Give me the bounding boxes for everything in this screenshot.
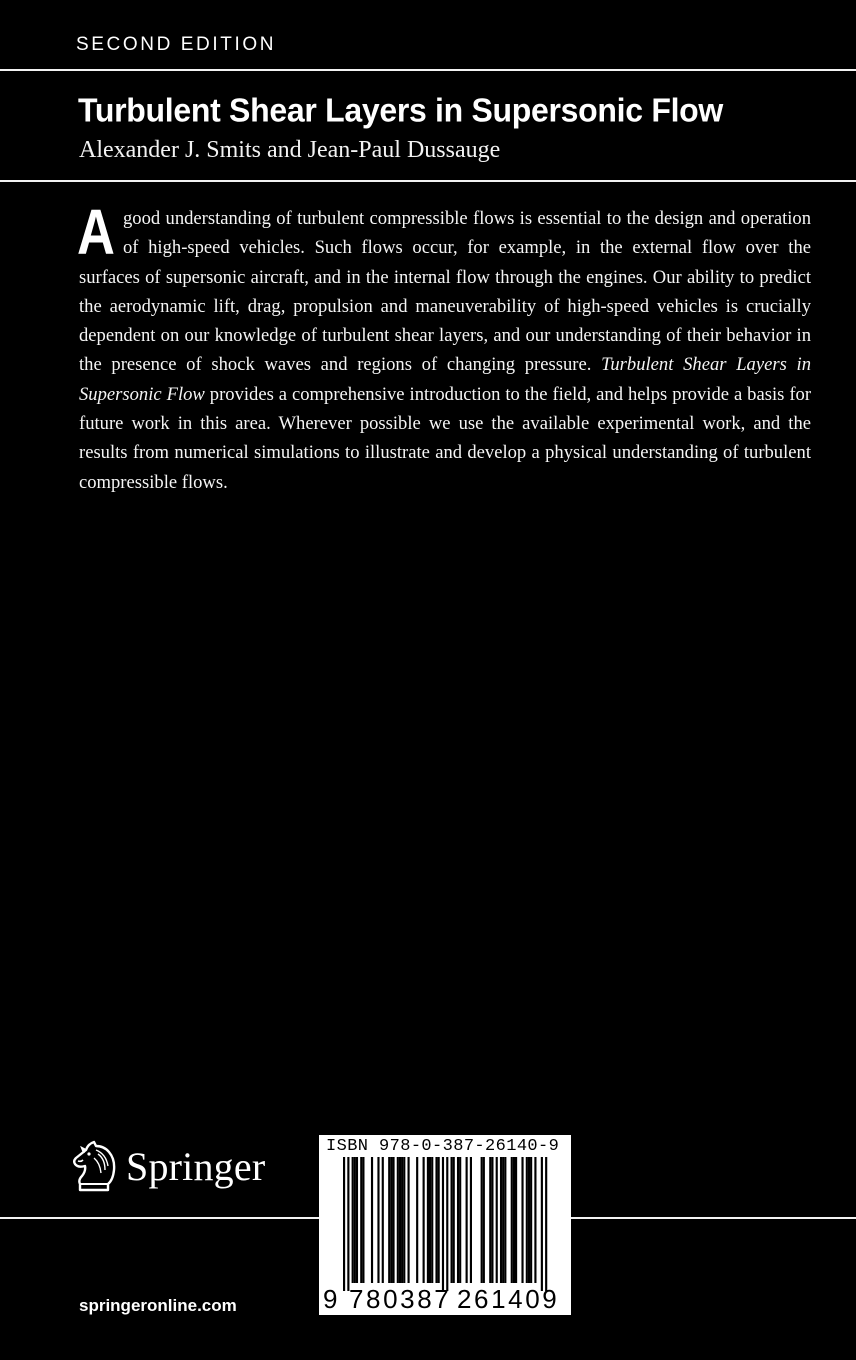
isbn-label: ISBN 978-0-387-26140-9: [326, 1137, 560, 1156]
barcode-bar: [390, 1157, 392, 1283]
barcode-bar: [528, 1157, 530, 1283]
barcode-bar: [392, 1157, 394, 1283]
barcode-bar: [526, 1157, 528, 1283]
book-title: Turbulent Shear Layers in Supersonic Flow: [78, 91, 724, 129]
barcode-bar: [466, 1157, 468, 1283]
header-divider: [0, 180, 856, 182]
barcode-bar: [470, 1157, 472, 1283]
barcode-bar: [343, 1157, 345, 1291]
barcode-bar: [377, 1157, 379, 1283]
knight-horse-icon: [72, 1140, 118, 1192]
barcode-bar: [382, 1157, 384, 1283]
barcode-bar: [427, 1157, 429, 1283]
barcode-bar: [423, 1157, 425, 1283]
barcode-bar: [521, 1157, 523, 1283]
barcode-bar: [500, 1157, 502, 1283]
ean-first-digit: 9: [323, 1284, 338, 1314]
barcode-bar: [491, 1157, 493, 1283]
barcode-bar: [489, 1157, 491, 1283]
barcode-bar: [408, 1157, 410, 1283]
ean-right-digits: 261409: [457, 1284, 560, 1314]
springer-logo: [72, 1140, 265, 1192]
barcode-bar: [352, 1157, 354, 1283]
barcode-bar: [416, 1157, 418, 1283]
barcode-bar: [403, 1157, 405, 1283]
barcode-bar: [388, 1157, 390, 1283]
book-description: [77, 196, 812, 497]
description-text-2: provides a comprehensive introduction to the field, and helps provide a basis for future work in this area. Wherever possible we use the available experimental work, and the results from numerical simulations to illustrate and develop a physical understanding of turbulent compressible flows.: [79, 383, 812, 493]
description-text-1: good understanding of turbulent compressible flows is essential to the design and operation of high-speed vehicles. Such flows occur, for example, in the external flow over the surfaces of supersonic aircraft, and in the internal flow through the engines. Our ability to predict the aerodynamic lift, drag, propulsion and maneuverability of high-speed vehicles is crucially dependent on our knowledge of turbulent shear layers, and our understanding of their behavior in the presence of shock waves and regions of changing pressure.: [79, 208, 811, 376]
barcode-bar: [435, 1157, 437, 1283]
barcode-bar: [530, 1157, 532, 1283]
publisher-website: springeronline.com: [79, 1296, 237, 1315]
isbn-barcode: [319, 1135, 571, 1315]
barcode-bar: [347, 1157, 349, 1291]
barcode-bar: [397, 1157, 399, 1283]
barcode-bar: [446, 1157, 448, 1291]
barcode-bar: [360, 1157, 362, 1283]
barcode-bar: [451, 1157, 453, 1283]
top-divider: [0, 69, 856, 71]
barcode-bar: [371, 1157, 373, 1283]
barcode-bar: [457, 1157, 459, 1283]
barcode-bar: [442, 1157, 444, 1291]
barcode-bar: [453, 1157, 455, 1283]
ean-left-digits: 780387: [349, 1284, 452, 1314]
barcode-bar: [481, 1157, 483, 1283]
barcode-bar: [362, 1157, 364, 1283]
publisher-name: Springer: [126, 1143, 266, 1189]
barcode-bar: [429, 1157, 431, 1283]
barcode-bar: [513, 1157, 515, 1283]
barcode-bar: [545, 1157, 547, 1291]
barcode-bar: [496, 1157, 498, 1283]
barcode-bar: [511, 1157, 513, 1283]
barcode-bar: [483, 1157, 485, 1283]
barcode-bar: [354, 1157, 356, 1283]
edition-label: SECOND EDITION: [76, 34, 277, 55]
barcode-bar: [399, 1157, 401, 1283]
barcode-bar: [431, 1157, 433, 1283]
barcode-bar: [534, 1157, 536, 1283]
drop-cap: A: [77, 196, 115, 268]
barcode-bar: [356, 1157, 358, 1283]
barcode-bar: [515, 1157, 517, 1283]
barcode-bar: [541, 1157, 543, 1291]
barcode-bar: [401, 1157, 403, 1283]
barcode-bar: [438, 1157, 440, 1283]
barcode-bar: [459, 1157, 461, 1283]
barcode-bar: [502, 1157, 504, 1283]
description-italic-title: Turbulent Shear Layers in Supersonic Flow: [79, 354, 811, 405]
book-authors: Alexander J. Smits and Jean-Paul Dussauge: [79, 137, 501, 163]
barcode-bar: [504, 1157, 506, 1283]
